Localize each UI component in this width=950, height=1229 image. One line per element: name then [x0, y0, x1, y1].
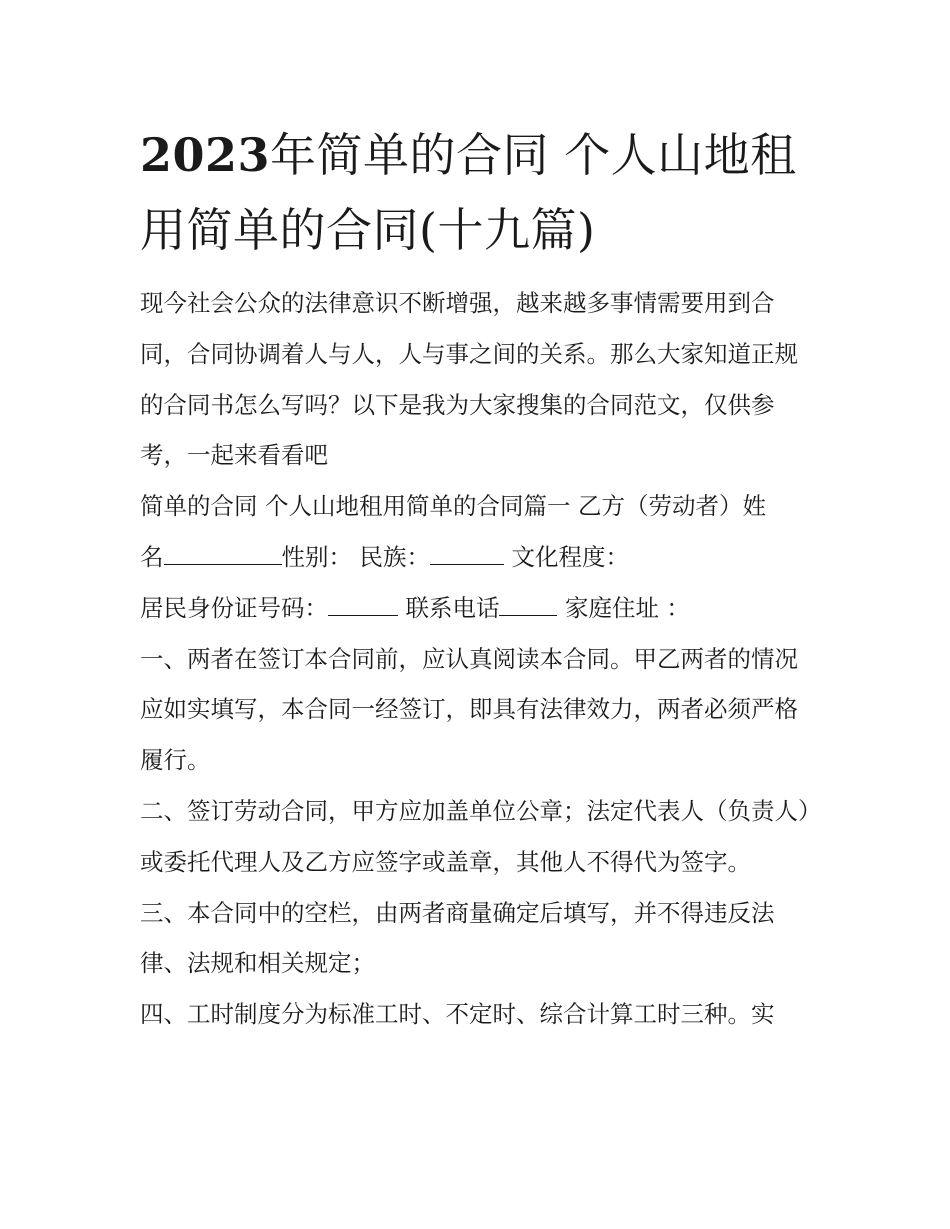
document-body	[140, 278, 815, 1040]
clause-4: 四、工时制度分为标准工时、不定时、综合计算工时三种。实	[140, 1000, 775, 1029]
title-text: 年简单的合同 个人山地租用简单的合同(十九篇)	[140, 128, 797, 257]
document-title	[140, 118, 820, 268]
clause-2: 二、签订劳动合同，甲方应加盖单位公章；法定代表人（负责人）或委托代理人及乙方应签字或盖章，其他人不得代为签字。	[140, 796, 810, 876]
form-field-line-1	[140, 532, 815, 583]
address-label: 家庭住址 ：	[557, 593, 690, 622]
clause-1: 一、两者在签订本合同前，应认真阅读本合同。甲乙两者的情况应如实填写，本合同一经签订，即具有法律效力，两者必须严格履行。	[140, 644, 798, 775]
name-label: 名	[140, 542, 164, 571]
form-field-line-2	[140, 583, 815, 634]
phone-blank	[499, 597, 557, 616]
name-blank	[164, 546, 282, 565]
title-year: 2023	[140, 128, 271, 182]
gender-label: 性别：	[281, 542, 352, 571]
ethnicity-blank	[430, 546, 504, 565]
education-label: 文化程度：	[503, 542, 629, 571]
id-number-blank	[328, 597, 398, 616]
clause-3: 三、本合同中的空栏，由两者商量确定后填写，并不得违反法律、法规和相关规定；	[140, 898, 775, 978]
phone-label: 联系电话	[398, 593, 500, 622]
intro-paragraph: 现今社会公众的法律意识不断增强，越来越多事情需要用到合同，合同协调着人与人，人与事之间的关系。那么大家知道正规的合同书怎么写吗？以下是我为大家搜集的合同范文，仅供参考，一起来看看吧	[140, 289, 798, 470]
section-heading: 简单的合同 个人山地租用简单的合同篇一 乙方（劳动者）姓	[140, 492, 766, 521]
id-number-label: 居民身份证号码：	[140, 593, 328, 622]
ethnicity-label: 民族：	[352, 542, 430, 571]
